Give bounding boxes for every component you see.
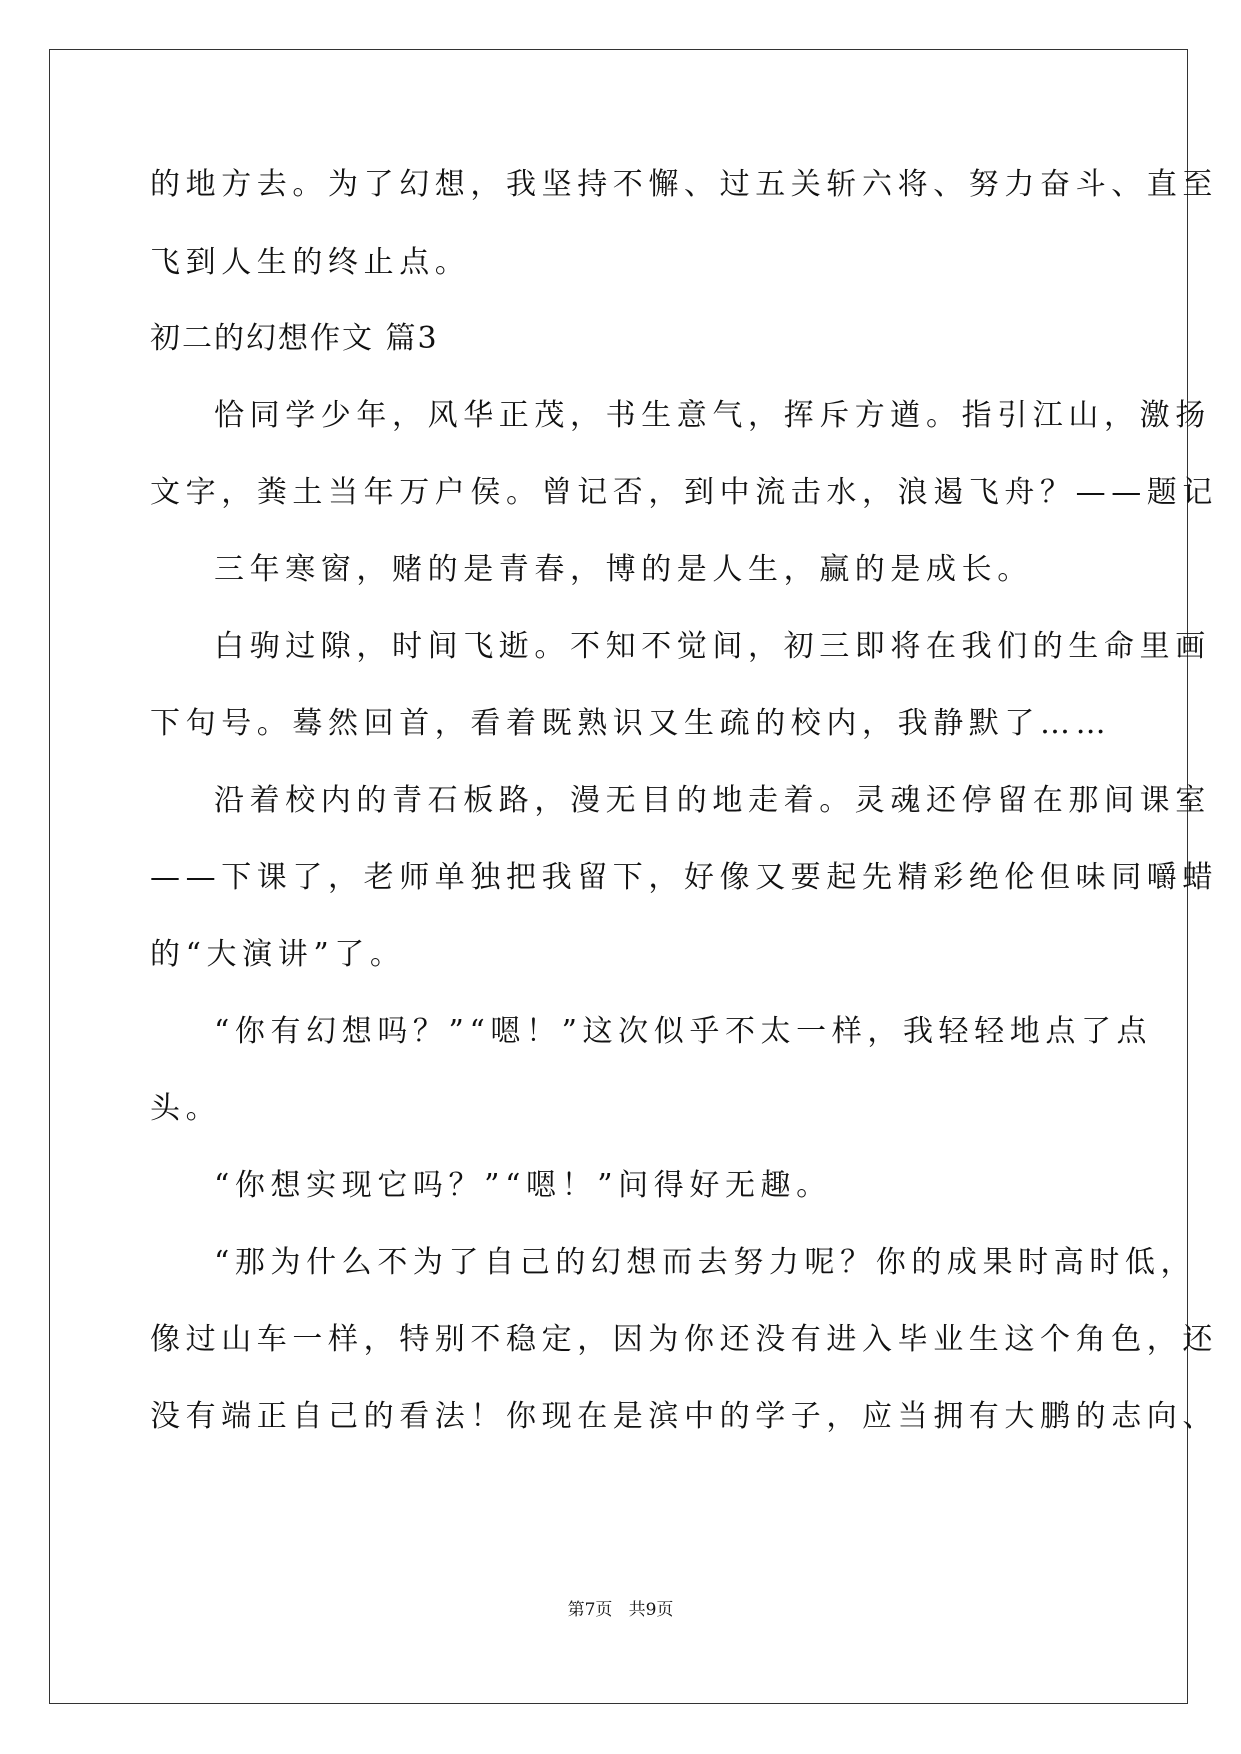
text-line: 的“大演讲”了。 — [150, 937, 406, 972]
text-line: 文字，粪土当年万户侯。曾记否，到中流击水，浪遏飞舟？——题记 — [150, 475, 1218, 510]
text-line: 恰同学少年，风华正茂，书生意气，挥斥方遒。指引江山，激扬 — [214, 398, 1211, 433]
text-line: 沿着校内的青石板路，漫无目的地走着。灵魂还停留在那间课室 — [214, 783, 1211, 818]
text-line: “你有幻想吗？”“嗯！”这次似乎不太一样，我轻轻地点了点 — [214, 1014, 1153, 1049]
text-line: 像过山车一样，特别不稳定，因为你还没有进入毕业生这个角色，还 — [150, 1322, 1218, 1357]
text-line: 飞到人生的终止点。 — [150, 245, 471, 280]
section-heading: 初二的幻想作文 篇3 — [150, 321, 439, 356]
text-line: ——下课了，老师单独把我留下，好像又要起先精彩绝伦但味同嚼蜡 — [150, 860, 1218, 895]
page-number-footer: 第7页 共9页 — [567, 1600, 674, 1620]
text-line: 三年寒窗，赌的是青春，博的是人生，赢的是成长。 — [214, 552, 1033, 587]
text-line: “你想实现它吗？”“嗯！”问得好无趣。 — [214, 1168, 832, 1203]
text-line: 下句号。蓦然回首，看着既熟识又生疏的校内，我静默了…… — [150, 706, 1112, 741]
text-line: 白驹过隙，时间飞逝。不知不觉间，初三即将在我们的生命里画 — [214, 629, 1211, 664]
text-line: 的地方去。为了幻想，我坚持不懈、过五关斩六将、努力奋斗、直至 — [150, 167, 1218, 202]
text-line: 头。 — [150, 1091, 222, 1126]
text-line: “那为什么不为了自己的幻想而去努力呢？你的成果时高时低， — [214, 1245, 1197, 1280]
text-line: 没有端正自己的看法！你现在是滨中的学子，应当拥有大鹏的志向、 — [150, 1399, 1218, 1434]
